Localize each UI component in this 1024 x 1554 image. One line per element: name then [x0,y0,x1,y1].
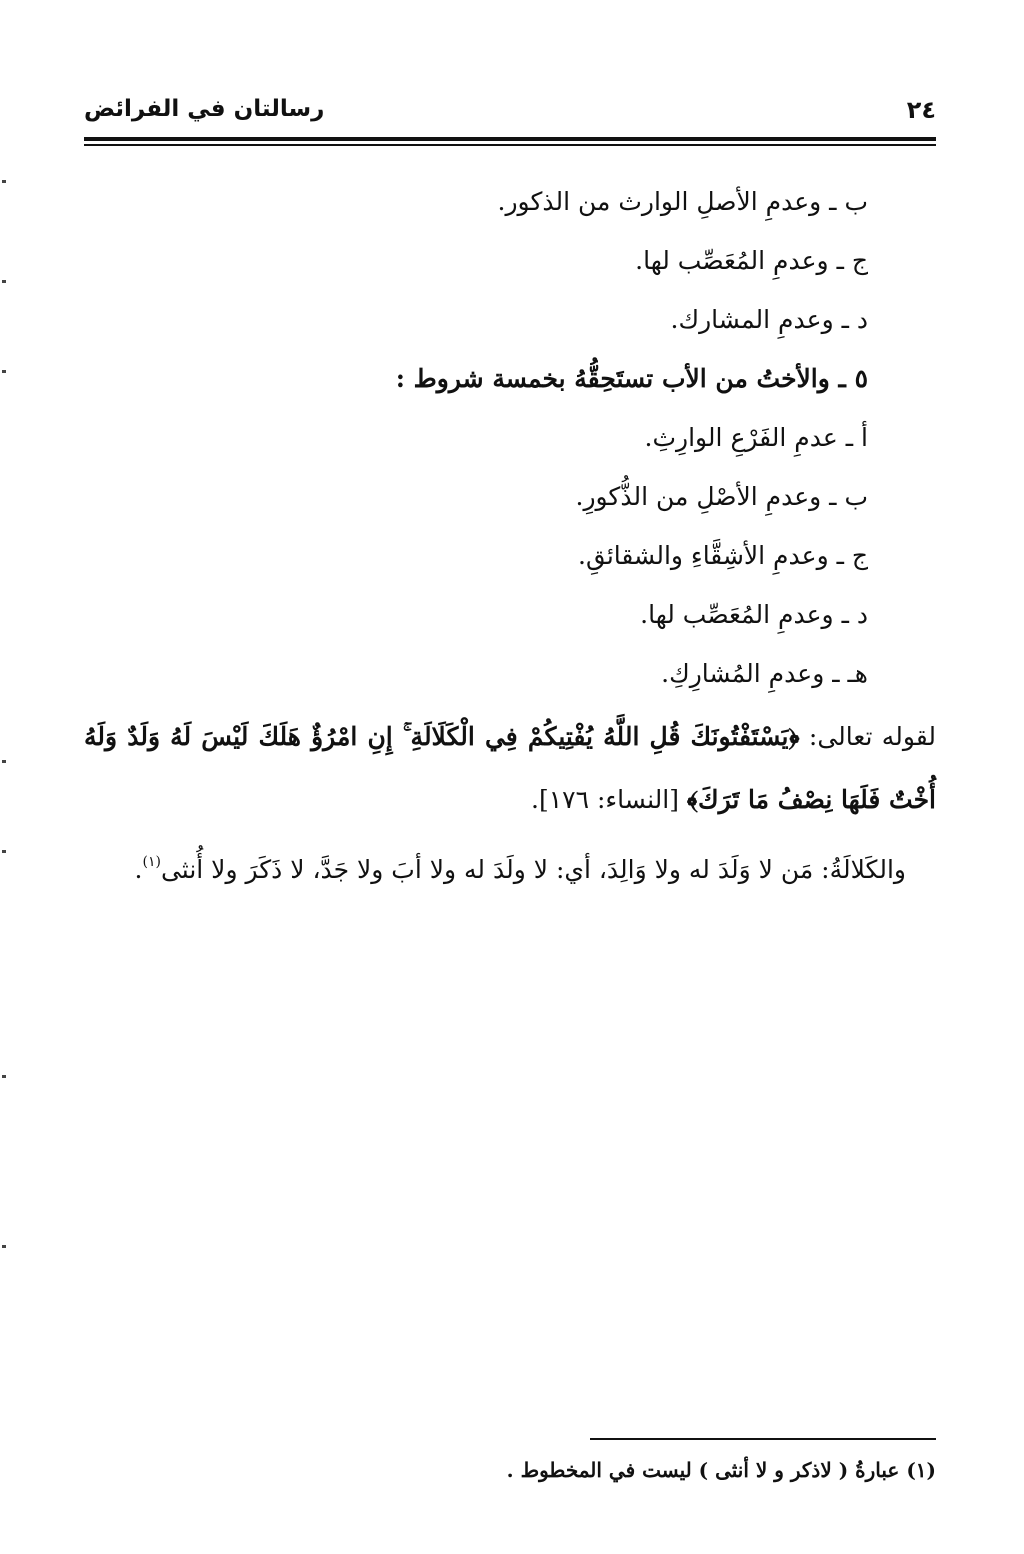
verse-intro: لقوله تعالى: [808,722,937,751]
scan-speck [2,280,6,283]
list-item: هـ ـ وعدمِ المُشارِكِ. [661,659,868,688]
section-heading: ٥ ـ والأختُ من الأب تستَحِقُّهُ بخمسة شروط : [395,364,868,393]
definition-paragraph [84,831,936,901]
footnote-number: (١) [906,1458,936,1482]
running-header [84,96,936,136]
scan-speck [2,1245,6,1248]
header-rule-secondary [84,144,936,146]
list-item: أ ـ عدمِ الفَرْعِ الوارِثِ. [644,423,868,452]
list-item: د ـ وعدمِ المشارك. [670,305,868,334]
footnote-text: عبارةُ ( لاذكر و لا أنثى ) ليست في المخطوط . [506,1458,900,1482]
list-item: د ـ وعدمِ المُعَصِّب لها. [640,600,868,629]
list-item: ج ـ وعدمِ الأشِقَّاءِ والشقائقِ. [578,541,868,570]
quran-verse: ﴿يَسْتَفْتُونَكَ قُلِ اللَّهُ يُفْتِيكُمْ فِي الْكَلَالَةِ ۚ إِنِ امْرُؤٌ هَلَكَ لَيْسَ لَهُ وَلَدٌ وَلَهُ أُخْتٌ فَلَهَا نِصْفُ مَا تَرَكَ﴾ [84,722,936,814]
footnote [84,1458,936,1482]
scan-speck [2,370,6,373]
list-item: ب ـ وعدمِ الأصْلِ من الذُّكورِ. [575,482,868,511]
footnote-separator [590,1438,936,1440]
list-item: ج ـ وعدمِ المُعَصِّب لها. [635,246,868,275]
book-title: رسالتان في الفرائض [84,96,325,122]
list-item: ب ـ وعدمِ الأصلِ الوارث من الذكور. [497,187,868,216]
body-text [84,172,936,901]
verse-reference: [النساء: ١٧٦]. [531,785,679,814]
footnote-reference[interactable]: (١) [142,854,161,870]
definition-end: . [134,855,143,884]
header-rule [84,137,936,141]
verse-paragraph [84,705,936,831]
scan-speck [2,850,6,853]
page-number: ٢٤ [906,96,936,124]
definition-text: والكَلالَةُ: مَن لا وَلَدَ له ولا وَالِدَ، أي: لا ولَدَ له ولا أبَ ولا جَدَّ، لا ذَكَرَ ولا أُنثى [160,855,906,884]
scan-speck [2,760,6,763]
scan-speck [2,180,6,183]
scan-speck [2,1075,6,1078]
